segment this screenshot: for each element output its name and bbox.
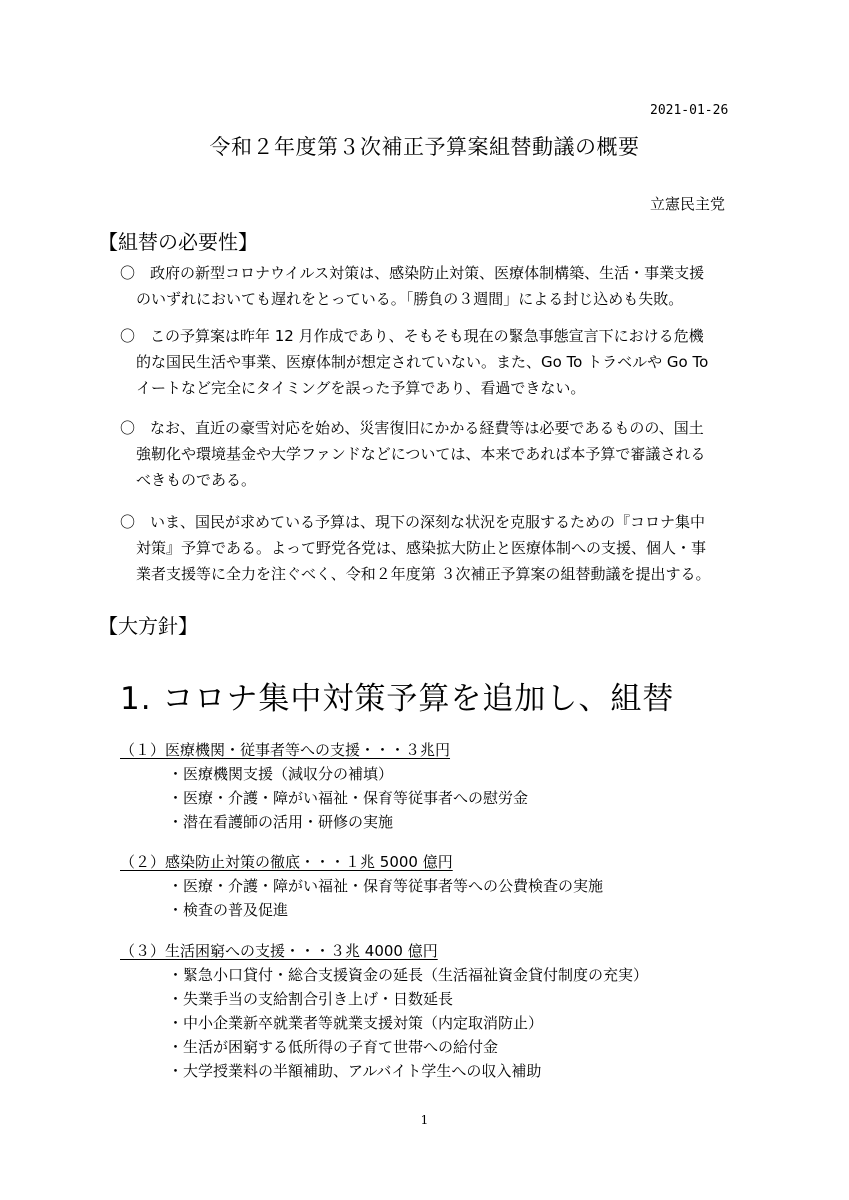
subsection-item: ・潜在看護師の活用・研修の実施 xyxy=(168,813,394,831)
paragraph-line: この予算案は昨年 12 月作成であり、そもそも現在の緊急事態宣言下における危機 xyxy=(150,327,704,345)
paragraph-line: 政府の新型コロナウイルス対策は、感染防止対策、医療体制構築、生活・事業支援 xyxy=(150,264,705,282)
paragraph-line: べきものである。 xyxy=(136,471,257,489)
paragraph-line: のいずれにおいても遅れをとっている。「勝負の３週間」による封じ込めも失敗。 xyxy=(136,290,684,308)
document-title: 令和２年度第３次補正予算案組替動議の概要 xyxy=(209,135,640,159)
paragraph-line: 的な国民生活や事業、医療体制が想定されていない。また、Go To トラベルや Go To xyxy=(136,353,709,371)
paragraph-line: イートなど完全にタイミングを誤った予算であり、看過できない。 xyxy=(136,379,586,397)
circle-bullet-icon: 〇 xyxy=(120,419,136,437)
necessity-paragraph xyxy=(120,415,740,493)
subsection-item: ・医療機関支援（減収分の補填） xyxy=(168,765,394,783)
paragraph-line: なお、直近の豪雪対応を始め、災害復旧にかかる経費等は必要であるものの、国土 xyxy=(150,419,704,437)
subsection-title: （３）生活困窮への支援・・・３兆 4000 億円 xyxy=(120,942,438,960)
document-date: 2021-01-26 xyxy=(650,103,729,118)
subsection-item: ・緊急小口貸付・総合支援資金の延長（生活福祉資金貸付制度の充実） xyxy=(168,966,649,984)
subsection-item: ・大学授業料の半額補助、アルバイト学生への収入補助 xyxy=(168,1062,542,1080)
policy-heading: 【大方針】 xyxy=(98,614,198,638)
subsection-item: ・失業手当の支給割合引き上げ・日数延長 xyxy=(168,990,454,1008)
circle-bullet-icon: 〇 xyxy=(120,327,136,345)
page-number: 1 xyxy=(420,1113,429,1127)
subsection-item: ・医療・介護・障がい福祉・保育等従事者等への公費検査の実施 xyxy=(168,877,604,895)
subsection-title: （１）医療機関・従事者等への支援・・・３兆円 xyxy=(120,741,451,759)
necessity-paragraph xyxy=(120,323,740,401)
subsection-item: ・中小企業新卒就業者等就業支援対策（内定取消防止） xyxy=(168,1014,544,1032)
policy-subsection xyxy=(120,738,528,834)
subsection-item: ・医療・介護・障がい福祉・保育等従事者への慰労金 xyxy=(168,789,529,807)
necessity-paragraph xyxy=(120,509,740,587)
policy-subsection xyxy=(120,939,648,1083)
paragraph-line: いま、国民が求めている予算は、現下の深刻な状況を克服するための『コロナ集中 xyxy=(150,513,706,531)
paragraph-line: 対策』予算である。よって野党各党は、感染拡大防止と医療体制への支援、個人・事 xyxy=(136,539,707,557)
paragraph-line: 業者支援等に全力を注ぐべく、令和２年度第 ３次補正予算案の組替動議を提出する。 xyxy=(136,565,711,583)
necessity-heading: 【組替の必要性】 xyxy=(98,230,258,254)
subsection-item: ・検査の普及促進 xyxy=(168,901,289,919)
subsection-title: （２）感染防止対策の徹底・・・１兆 5000 億円 xyxy=(120,853,453,871)
policy-main-title: 1. コロナ集中対策予算を追加し、組替 xyxy=(120,681,675,717)
subsection-item: ・生活が困窮する低所得の子育て世帯への給付金 xyxy=(168,1038,499,1056)
paragraph-line: 強靭化や環境基金や大学ファンドなどについては、本来であれば本予算で審議される xyxy=(136,445,706,463)
necessity-paragraph xyxy=(120,260,740,312)
policy-subsection xyxy=(120,850,603,922)
circle-bullet-icon: 〇 xyxy=(120,513,136,531)
circle-bullet-icon: 〇 xyxy=(120,264,136,282)
party-name: 立憲民主党 xyxy=(650,195,726,213)
